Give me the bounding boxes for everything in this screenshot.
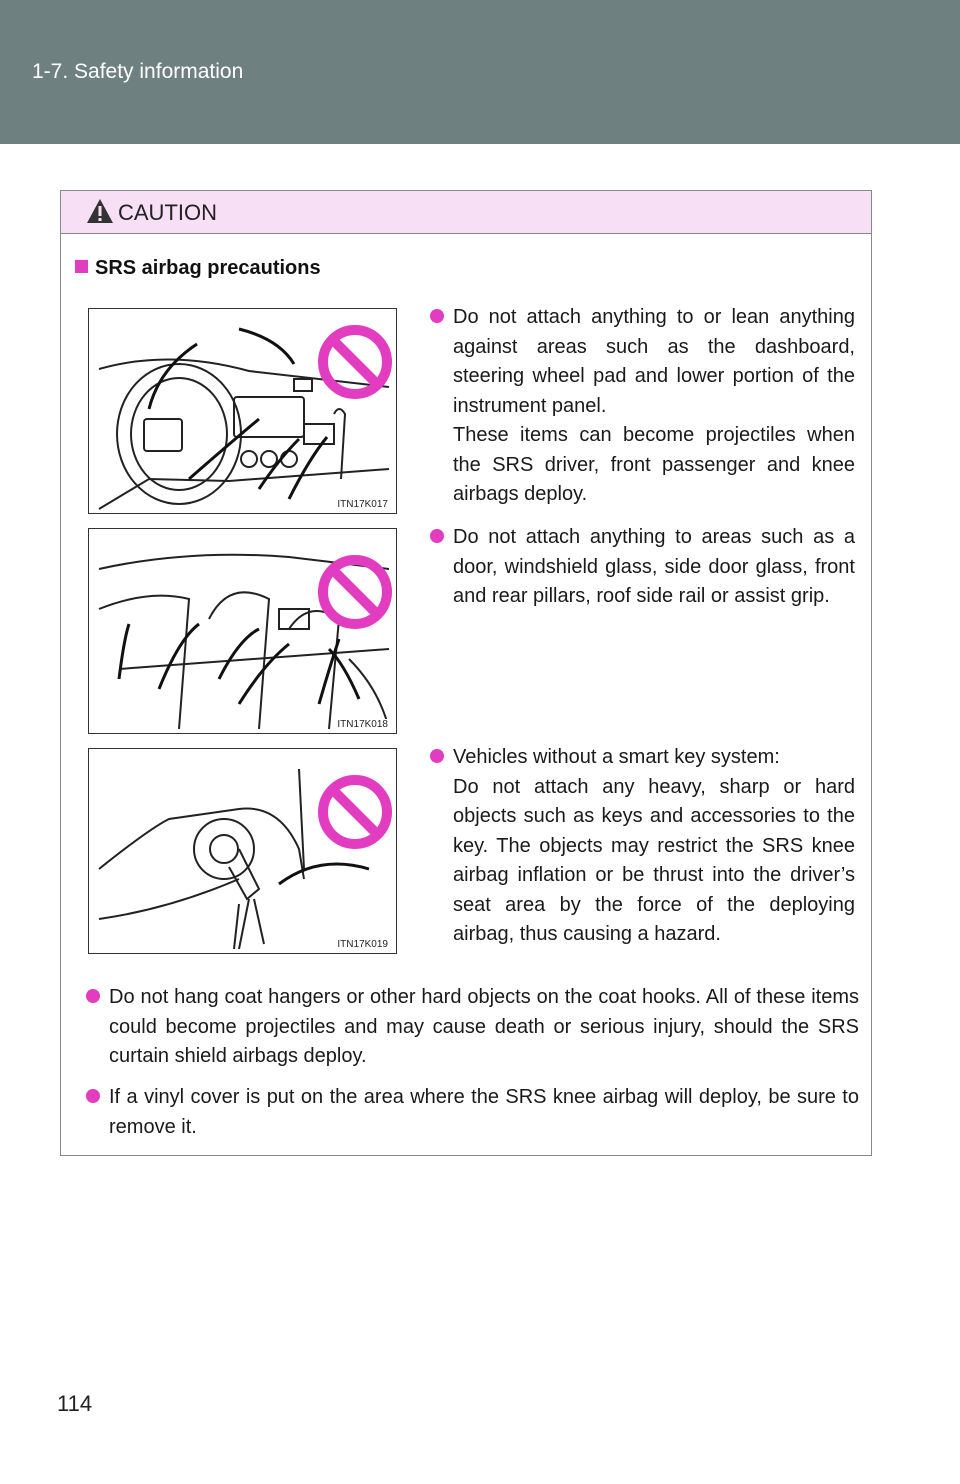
page-number: 114 [57,1391,93,1416]
figure-cabin [88,528,397,734]
dashboard-illustration [89,309,397,514]
figure-code: ITN17K018 [337,719,388,730]
caution-header [61,191,871,234]
bullet-item: Do not hang coat hangers or other hard objects on the coat hooks. All of these items could become projectiles and may cause death or serious injury, should the SRS curtain shield airbags deploy. [109,983,859,1072]
bullet-item: Do not attach anything to or lean anything against areas such as the dashboard, steering wheel pad and lower portion of the instrument panel. These items can become projectiles when the SRS driver, front passenger and knee airbags deploy. [453,303,855,510]
header-bar [0,0,960,144]
caution-label: CAUTION [118,200,217,225]
bullet-dot-icon [430,529,444,543]
bullet-dot-icon [430,309,444,323]
figure-code: ITN17K019 [337,939,388,950]
figure-dashboard [88,308,397,514]
caution-box [60,190,872,1156]
bullet-item: Do not attach anything to areas such as a door, windshield glass, side door glass, front and rear pillars, roof side rail or assist grip. [453,523,855,612]
bullet-dot-icon [430,749,444,763]
bullet-item: Vehicles without a smart key system: Do not attach any heavy, sharp or hard objects such as keys and accessories to the key. The objects may restrict the SRS knee airbag inflation or be thrust into the driver’s seat area by the force of the deploying airbag, thus causing a hazard. [453,743,855,950]
bullet-dot-icon [86,989,100,1003]
bullet-item: If a vinyl cover is put on the area where the SRS knee airbag will deploy, be sure to remove it. [109,1083,859,1142]
cabin-illustration [89,529,397,734]
figure-ignition-key [88,748,397,954]
warning-icon [86,198,114,224]
square-bullet-icon [75,260,88,273]
section-title: SRS airbag precautions [75,257,321,280]
figure-code: ITN17K017 [337,499,388,510]
bullet-dot-icon [86,1089,100,1103]
section-heading: 1-7. Safety information [32,60,244,83]
ignition-key-illustration [89,749,397,954]
